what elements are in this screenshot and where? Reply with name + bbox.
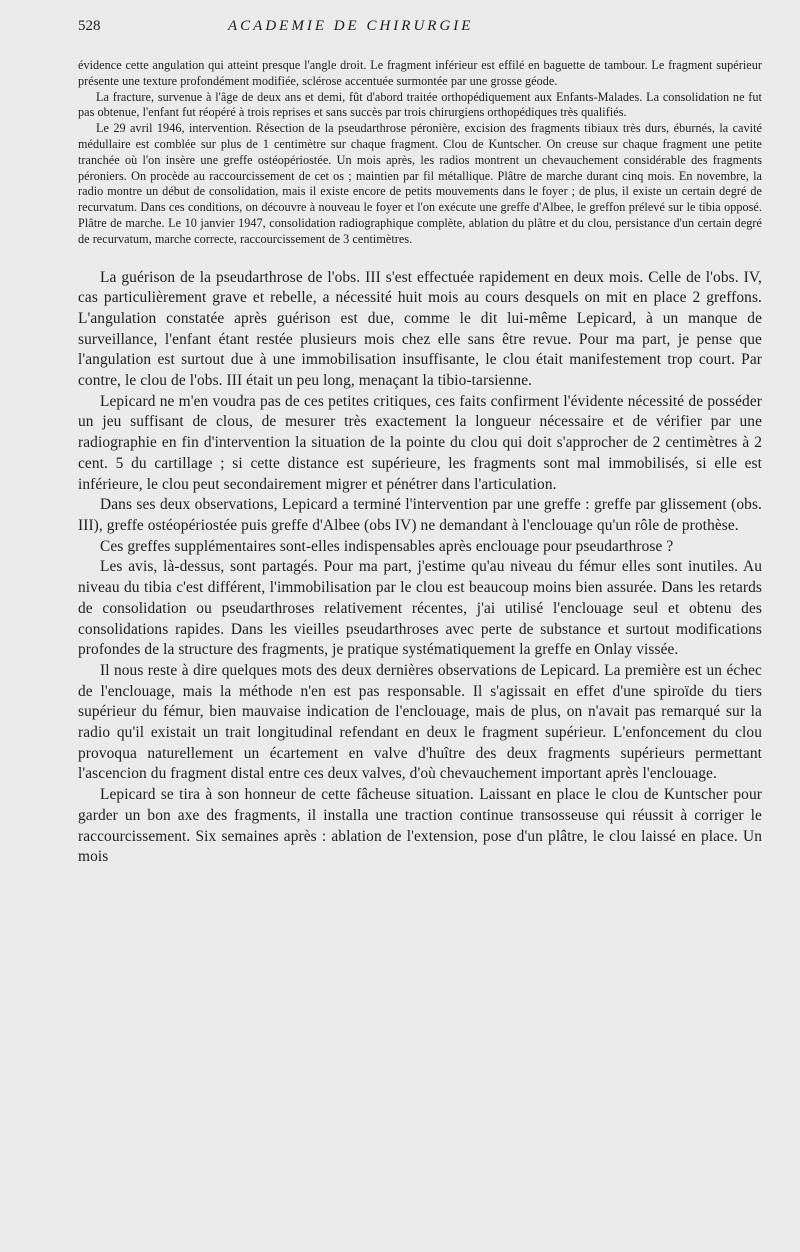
- case-report-section: [78, 58, 762, 248]
- paragraph: La fracture, survenue à l'âge de deux ans et demi, fût d'abord traitée orthopédiquement aux Enfants-Malades. La consolidation ne fut pas obtenue, l'enfant fut réopéré à trois reprises et sans succès par trois chirurgiens orthopédiques très qualifiés.: [78, 89, 762, 120]
- paragraph: évidence cette angulation qui atteint presque l'angle droit. Le fragment inférieur est effilé en baguette de tambour. Le fragment supérieur présente une texture profondément modifiée, sclérose accentuée surmontée par une grosse géode.: [78, 58, 762, 88]
- paragraph: Lepicard ne m'en voudra pas de ces petites critiques, ces faits confirment l'évidente nécessité de posséder un jeu suffisant de clous, de mesurer très exactement la longueur nécessaire et de vérifier par une radiographie en fin d'intervention la situation de la pointe du clou qui doit s'approcher de 2 centimètres à 2 cent. 5 du cartillage ; si cette distance est supérieure, les fragments sont mal immobilisés, si elle est inférieure, le clou peut secondairement migrer et pénétrer dans l'articulation.: [78, 392, 762, 493]
- discussion-section: [78, 268, 762, 868]
- paragraph: Il nous reste à dire quelques mots des deux dernières observations de Lepicard. La première est un échec de l'enclouage, mais la méthode n'en est pas responsable. Il s'agissait en effet d'une spiroïde du tiers supérieur du fémur, bien mauvaise indication de l'enclouage, mais de plus, on n'avait pas remarqué sur la radio qu'il existait un trait longitudinal refendant en deux le fragment supérieur. L'enfoncement du clou provoqua naturellement un écartement en valve d'huître des deux fragments supérieurs permettant l'ascencion du fragment distal entre ces deux valves, d'où chevauchement important après l'enclouage.: [78, 661, 762, 783]
- paragraph: Ces greffes supplémentaires sont-elles indispensables après enclouage pour pseudarthrose ?: [100, 537, 674, 555]
- paragraph: Le 29 avril 1946, intervention. Résection de la pseudarthrose péronière, excision des fragments tibiaux très durs, éburnés, la cavité médullaire est comblée sur plus de 1 centimètre sur chaque fragment. Clou de Kuntscher. On creuse sur chaque fragment une petite tranchée où l'on insère une greffe ostéopériostée. Un mois après, les radios montrent un chevauchement considérable des fragments péroniers. On procède au raccourcissement de cet os ; maintien par fil métallique. Plâtre de marche durant cinq mois. En novembre, la radio montre un début de consolidation, mais il existe encore de petits mouvements dans le foyer ; de plus, il existe un certain degré de recurvatum. Dans ces conditions, on découvre à nouveau le foyer et l'on exécute une greffe d'Albee, le greffon prélevé sur le tibia opposé. Plâtre de marche. Le 10 janvier 1947, consolidation radiographique complète, ablation du plâtre et du clou, persistance d'un certain degré de recurvatum, marche correcte, raccourcissement de 3 centimètres.: [78, 121, 762, 246]
- paragraph: Lepicard se tira à son honneur de cette fâcheuse situation. Laissant en place le clou de Kuntscher pour garder un bon axe des fragments, il installa une traction continue transosseuse qui réussit à corriger le raccourcissement. Six semaines après : ablation de l'extension, pose d'un plâtre, le clou laissé en place. Un mois: [78, 786, 762, 866]
- paragraph: La guérison de la pseudarthrose de l'obs. III s'est effectuée rapidement en deux mois. Celle de l'obs. IV, cas particulièrement grave et rebelle, a nécessité huit mois au cours desquels on mit en place 2 greffons. L'angulation constatée après guérison est due, comme le dit lui-même Lepicard, à un manque de surveillance, l'enfant étant restée plusieurs mois chez elle sans être revue. Pour ma part, je pense que l'angulation est surtout due à une immobilisation insuffisante, le clou était manifestement trop court. Par contre, le clou de l'obs. III était un peu long, menaçant la tibio-tarsienne.: [78, 268, 762, 390]
- page-number: 528: [78, 18, 101, 34]
- paragraph: Les avis, là-dessus, sont partagés. Pour ma part, j'estime qu'au niveau du fémur elles sont inutiles. Au niveau du tibia c'est différent, l'immobilisation par le clou est beaucoup moins bien assurée. Dans les retards de consolidation ou pseudarthroses relativement récentes, j'ai utilisé l'enclouage seul et obtenu des consolidations rapides. Dans les vieilles pseudarthroses avec perte de substance et surtout modifications profondes de la structure des fragments, je pratique systématiquement la greffe en Onlay vissée.: [78, 558, 762, 659]
- paragraph: Dans ses deux observations, Lepicard a terminé l'intervention par une greffe : greffe par glissement (obs. III), greffe ostéopériostée puis greffe d'Albee (obs IV) ne demandant à l'enclouage qu'un rôle de prothèse.: [78, 496, 762, 534]
- running-title: ACADEMIE DE CHIRURGIE: [228, 18, 474, 34]
- page-header: [78, 18, 762, 44]
